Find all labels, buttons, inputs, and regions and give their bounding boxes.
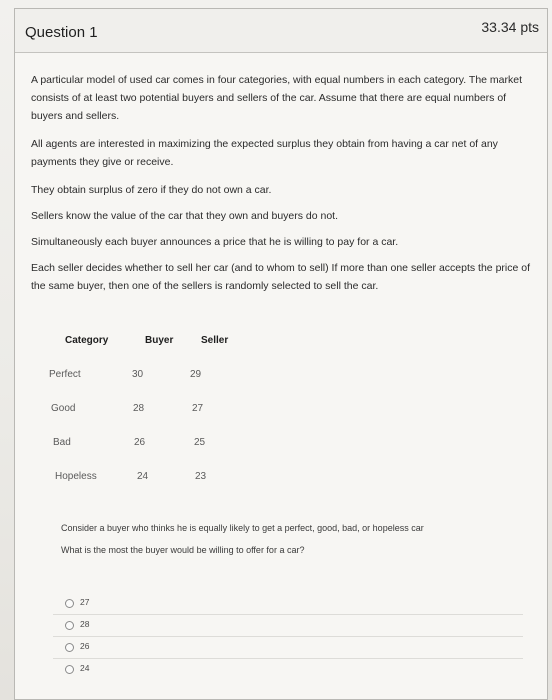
table-cell-seller: 25 [194, 437, 206, 448]
prompt-line-1: Consider a buyer who thinks he is equally likely to get a perfect, good, bad, or hopeless car [61, 523, 424, 533]
table-header-buyer: Buyer [145, 335, 174, 346]
prompt-line-2: What is the most the buyer would be willing to offer for a car? [61, 545, 305, 555]
answer-option[interactable] [53, 615, 523, 637]
answer-label: 27 [80, 597, 90, 607]
table-header-seller: Seller [201, 335, 229, 346]
table-cell-category: Perfect [49, 369, 81, 380]
question-title: Question 1 [25, 24, 98, 41]
answer-option[interactable] [53, 637, 523, 659]
table-cell-buyer: 30 [132, 369, 144, 380]
answer-label: 28 [80, 619, 90, 629]
radio-button[interactable] [65, 643, 74, 652]
radio-button[interactable] [65, 621, 74, 630]
question-card [14, 8, 548, 700]
question-header [15, 9, 547, 53]
table-cell-seller: 27 [192, 403, 204, 414]
table-cell-seller: 29 [190, 369, 202, 380]
radio-button[interactable] [65, 665, 74, 674]
paragraph-buyer-announces: Simultaneously each buyer announces a price that he is willing to pay for a car. [31, 236, 399, 248]
paragraph-agents: All agents are interested in maximizing the expected surplus they obtain from having a car net of any payments they give or receive. [31, 138, 498, 168]
paragraph-seller-decides: Each seller decides whether to sell her car (and to whom to sell) If more than one seller accepts the price of the same buyer, then one of the sellers is randomly selected to sell the car. [31, 262, 530, 292]
paragraph-zero-surplus: They obtain surplus of zero if they do not own a car. [31, 184, 272, 196]
paragraph-sellers-know: Sellers know the value of the car that they own and buyers do not. [31, 210, 339, 222]
radio-button[interactable] [65, 599, 74, 608]
table-cell-category: Good [51, 403, 76, 414]
table-cell-seller: 23 [195, 471, 207, 482]
answer-option[interactable] [53, 659, 523, 681]
answer-label: 24 [80, 663, 90, 673]
table-cell-buyer: 28 [133, 403, 145, 414]
question-points: 33.34 pts [481, 19, 539, 35]
answer-label: 26 [80, 641, 90, 651]
table-cell-buyer: 26 [134, 437, 146, 448]
table-cell-buyer: 24 [137, 471, 149, 482]
paragraph-intro: A particular model of used car comes in four categories, with equal numbers in each category. The market consists of at least two potential buyers and sellers of the car. Assume that there are equal numbers of buyers and sellers. [31, 74, 523, 122]
answer-option[interactable] [53, 593, 523, 615]
table-cell-category: Bad [53, 437, 71, 448]
table-header-category: Category [65, 335, 109, 346]
table-cell-category: Hopeless [55, 471, 97, 482]
